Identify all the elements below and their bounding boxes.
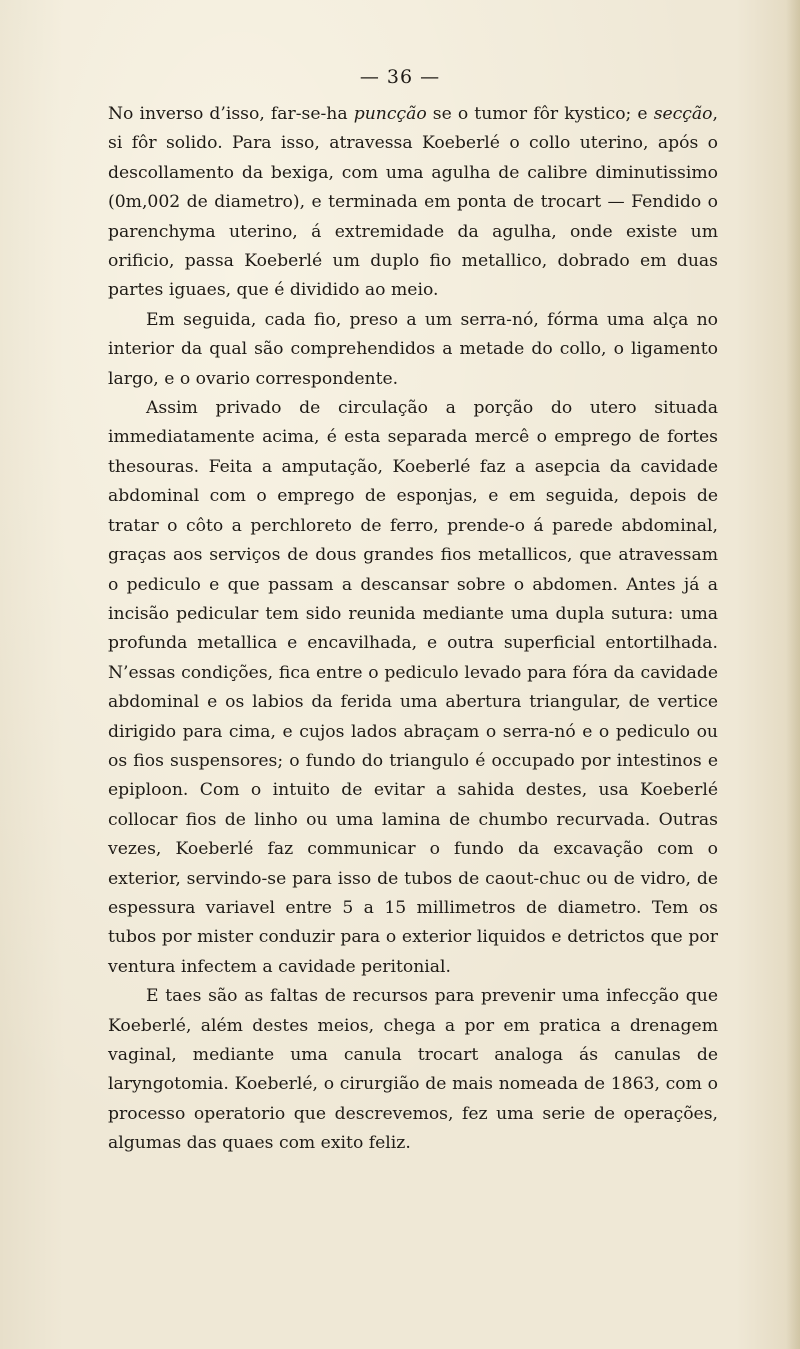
italic-term-puncao: puncção [353, 104, 427, 124]
text-run: se o tumor fôr kystico; e [426, 104, 654, 124]
text-run: No inverso d’isso, far-se-ha [108, 104, 354, 124]
paragraph-4 [108, 982, 718, 1158]
text-run: E taes são as faltas de recursos para prevenir uma infecção que Koeberlé, além destes meios, chega a por em pratica a drenagem vaginal, mediante uma canula trocart analoga ás canulas de laryngotomia. Koeberlé, o cirurgião de mais nomeada de 1863, com o processo operatorio que descrevemos, fez uma serie de operações, algumas das quaes com exito feliz. [108, 986, 718, 1154]
body-text [108, 100, 718, 1159]
text-run: Assim privado de circulação a porção do utero situada immediatamente acima, é esta separada mercê o emprego de fortes thesouras. Feita a amputação, Koeberlé faz a asepcia da cavidade abdominal com o emprego de esponjas, e em seguida, depois de tratar o côto a perchloreto de ferro, prende-o á parede abdominal, graças aos serviços de dous grandes fios metallicos, que atravessam o pediculo e que passam a descansar sobre o abdomen. Antes já a incisão pedicular tem sido reunida mediante uma dupla sutura: uma profunda metallica e encavilhada, e outra superficial entortilhada. N’essas condições, fica entre o pediculo levado para fóra da cavidade abdominal e os labios da ferida uma abertura triangular, de vertice dirigido para cima, e cujos lados abraçam o serra-nó e o pediculo ou os fios suspensores; o fundo do triangulo é occupado por intestinos e epiploon. Com o intuito de evitar a sahida destes, usa Koeberlé collocar fios de linho ou uma lamina de chumbo recurvada. Outras vezes, Koeberlé faz communicar o fundo da excavação com o exterior, servindo-se para isso de tubos de caout-chuc ou de vidro, de espessura variavel entre 5 a 15 millimetros de diametro. Tem os tubos por mister conduzir para o exterior liquidos e detrictos que por ventura infectem a cavidade peritonial. [108, 398, 718, 977]
text-run: Em seguida, cada fio, preso a um serra-nó, fórma uma alça no interior da qual são comprehendidos a metade do collo, o ligamento largo, e o ovario correspondente. [108, 309, 718, 389]
paragraph-2 [108, 306, 718, 394]
text-run: , si fôr solido. Para isso, atravessa Koeberlé o collo uterino, após o descollamento da bexiga, com uma agulha de calibre diminutissimo (0m,002 de diametro), e terminada em ponta de trocart — Fendido o parenchyma uterino, á extremidade da agulha, onde existe um orificio, passa Koeberlé um duplo fio metallico, dobrado em duas partes iguaes, que é dividido ao meio. [108, 104, 718, 301]
paragraph-1 [108, 100, 718, 306]
page-edge-shadow [786, 0, 800, 1349]
page-number: — 36 — [359, 66, 441, 88]
paragraph-3 [108, 394, 718, 982]
italic-term-seccao: secção [653, 104, 713, 124]
